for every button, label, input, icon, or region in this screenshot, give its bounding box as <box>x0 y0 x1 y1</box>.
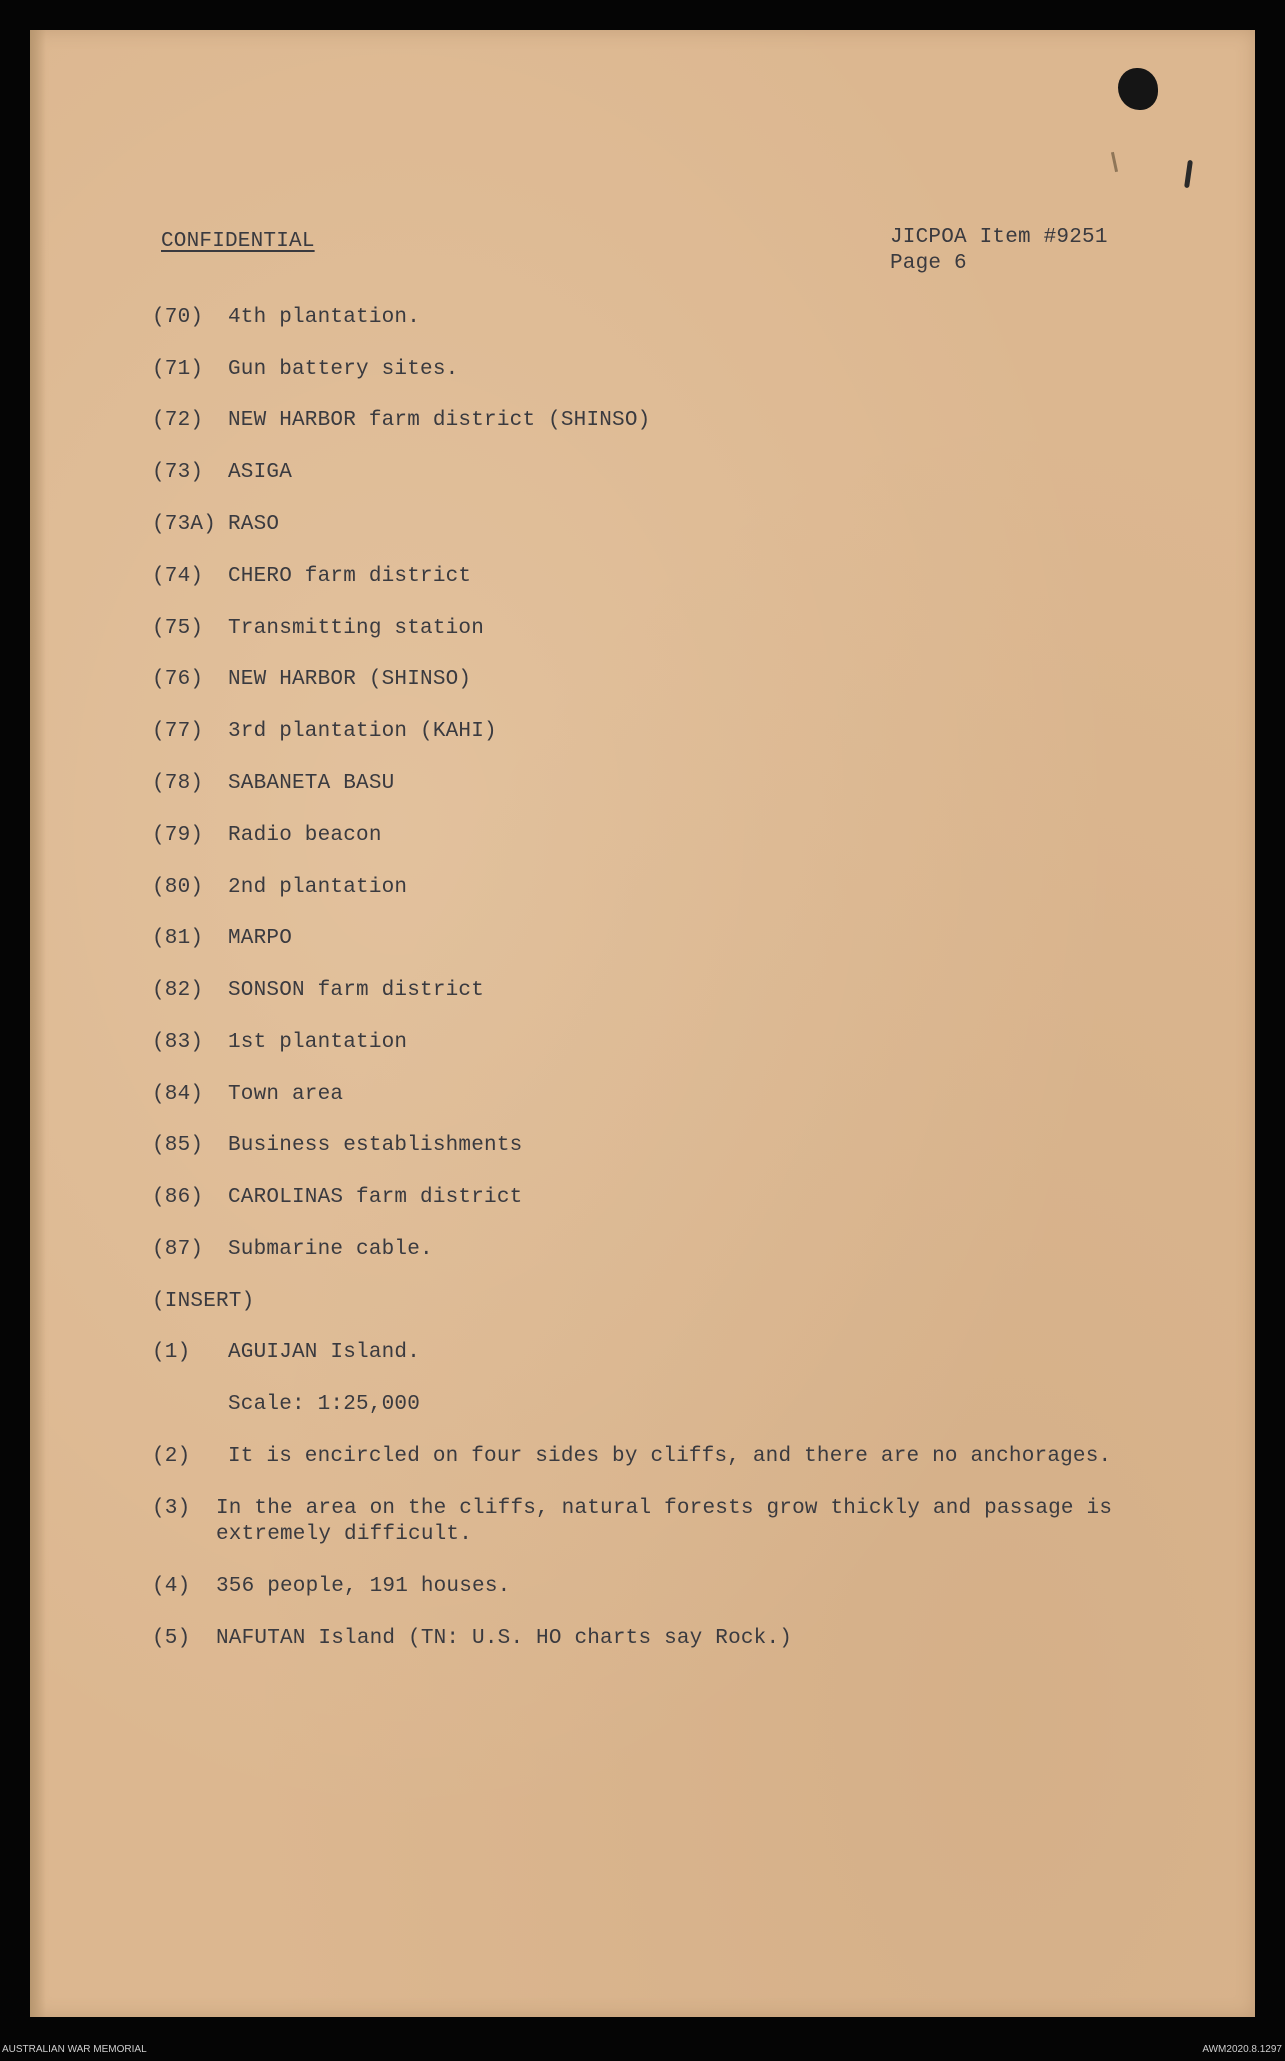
classification-label: CONFIDENTIAL <box>161 230 315 253</box>
list-item-text: 2nd plantation <box>228 876 408 899</box>
list-item-text: SABANETA BASU <box>228 772 395 795</box>
list-item <box>152 1186 522 1209</box>
insert-item <box>152 1575 510 1598</box>
insert-item <box>152 1627 792 1650</box>
list-item-text: Business establishments <box>228 1134 523 1157</box>
list-item <box>152 1031 407 1054</box>
list-item-number: (79) <box>152 824 204 847</box>
list-item-number: (77) <box>152 720 204 743</box>
list-item-number: (81) <box>152 927 204 950</box>
insert-item-number: (4) <box>152 1575 191 1598</box>
list-item <box>152 461 292 484</box>
list-item-number: (84) <box>152 1083 204 1106</box>
insert-item-number: (1) <box>152 1341 191 1364</box>
item-number: JICPOA Item #9251 <box>890 226 1108 249</box>
list-item <box>152 1134 522 1157</box>
list-item-number: (74) <box>152 565 204 588</box>
list-item-number: (75) <box>152 617 204 640</box>
list-item-number: (72) <box>152 409 204 432</box>
list-item-text: 3rd plantation (KAHI) <box>228 720 497 743</box>
insert-item <box>152 1497 1112 1520</box>
page-number: Page 6 <box>890 252 967 275</box>
list-item-text: 4th plantation. <box>228 306 421 329</box>
list-item <box>152 565 471 588</box>
list-item-number: (78) <box>152 772 204 795</box>
insert-item-text: AGUIJAN Island. <box>228 1341 421 1364</box>
list-item <box>152 824 382 847</box>
insert-item-continuation: extremely difficult. <box>216 1523 473 1546</box>
list-item-number: (86) <box>152 1186 204 1209</box>
insert-heading: (INSERT) <box>152 1290 255 1313</box>
insert-item <box>152 1445 1111 1468</box>
list-item-number: (76) <box>152 668 204 691</box>
list-item-text: 1st plantation <box>228 1031 408 1054</box>
list-item <box>152 927 292 950</box>
insert-item-text: It is encircled on four sides by cliffs, and there are no anchorages. <box>228 1445 1112 1468</box>
list-item-number: (83) <box>152 1031 204 1054</box>
list-item <box>152 1083 343 1106</box>
list-item-text: Transmitting station <box>228 617 485 640</box>
list-item-text: RASO <box>228 513 280 536</box>
list-item-text: ASIGA <box>228 461 293 484</box>
list-item <box>152 358 458 381</box>
list-item-text: NEW HARBOR (SHINSO) <box>228 668 472 691</box>
insert-item-text: 356 people, 191 houses. <box>216 1575 511 1598</box>
list-item-number: (71) <box>152 358 204 381</box>
list-item <box>152 1238 433 1261</box>
insert-item-number: (2) <box>152 1445 191 1468</box>
insert-item-number: (5) <box>152 1627 191 1650</box>
list-item-text: MARPO <box>228 927 293 950</box>
list-item-text: CHERO farm district <box>228 565 472 588</box>
list-item <box>152 772 394 795</box>
list-item-number: (82) <box>152 979 204 1002</box>
list-item <box>152 720 497 743</box>
list-item-text: Radio beacon <box>228 824 382 847</box>
list-item-number: (73) <box>152 461 204 484</box>
archive-reference: AWM2020.8.1297 <box>1202 2044 1282 2055</box>
insert-scale: Scale: 1:25,000 <box>228 1393 421 1416</box>
list-item <box>152 876 407 899</box>
list-item-number: (80) <box>152 876 204 899</box>
list-item-number: (70) <box>152 306 204 329</box>
insert-item-text: In the area on the cliffs, natural forests grow thickly and passage is <box>216 1497 1113 1520</box>
list-item-text: Submarine cable. <box>228 1238 433 1261</box>
list-item <box>152 668 471 691</box>
list-item-text: Gun battery sites. <box>228 358 459 381</box>
list-item-number: (73A) <box>152 513 217 536</box>
list-item-number: (87) <box>152 1238 204 1261</box>
list-item-number: (85) <box>152 1134 204 1157</box>
list-item-text: NEW HARBOR farm district (SHINSO) <box>228 409 651 432</box>
insert-item-number: (3) <box>152 1497 191 1520</box>
list-item <box>152 617 484 640</box>
list-item-text: CAROLINAS farm district <box>228 1186 523 1209</box>
page-edge-shadow <box>30 30 46 2017</box>
list-item <box>152 409 650 432</box>
list-item <box>152 513 279 536</box>
list-item-text: SONSON farm district <box>228 979 485 1002</box>
archive-credit: AUSTRALIAN WAR MEMORIAL <box>2 2044 147 2055</box>
list-item <box>152 306 420 329</box>
list-item <box>152 979 484 1002</box>
list-item-text: Town area <box>228 1083 344 1106</box>
ink-blot-mark <box>1118 68 1158 110</box>
insert-item-text: NAFUTAN Island (TN: U.S. HO charts say Rock.) <box>216 1627 793 1650</box>
insert-item <box>152 1341 420 1364</box>
